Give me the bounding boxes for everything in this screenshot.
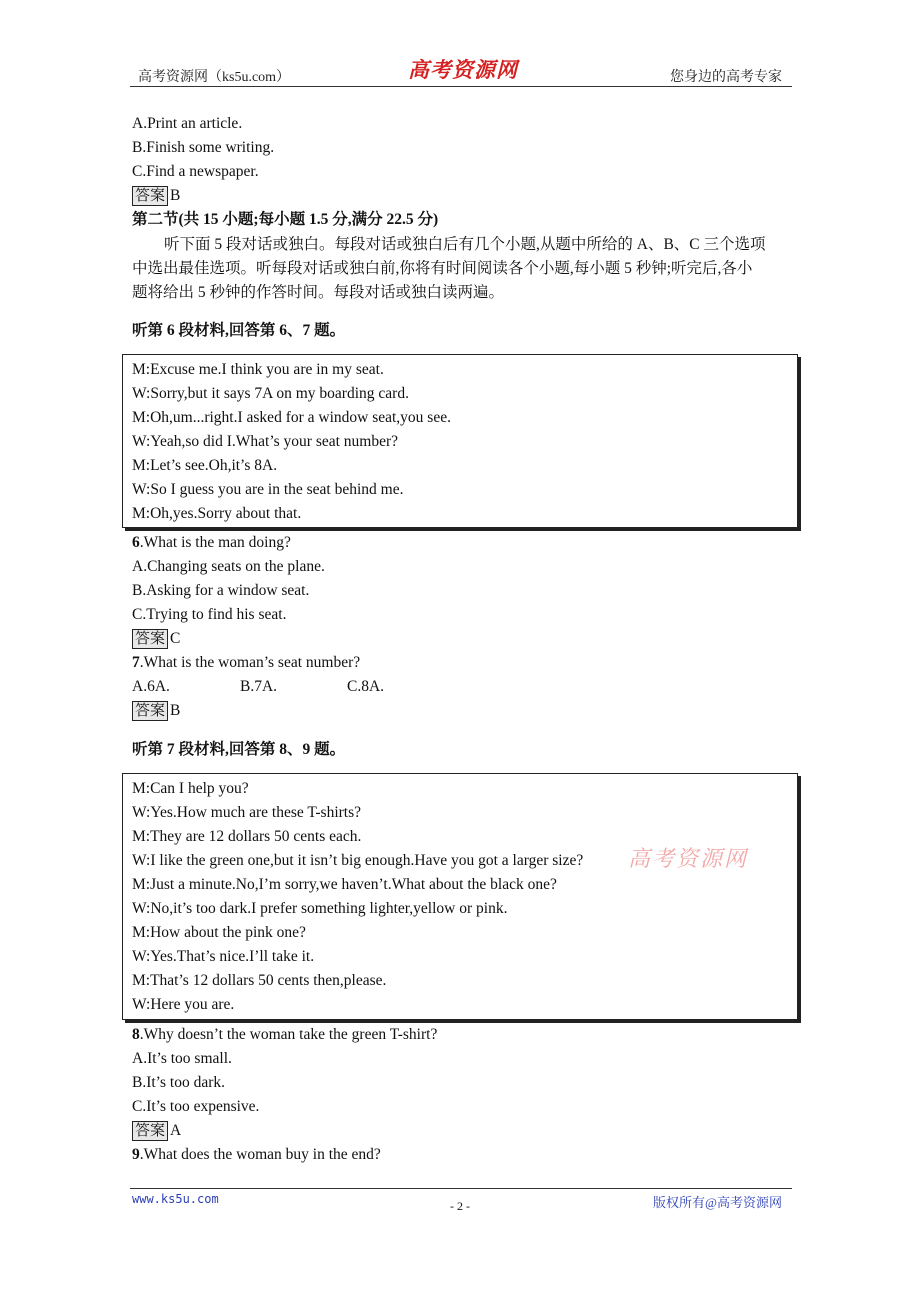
dialogue-line: M:Excuse me.I think you are in my seat. xyxy=(132,361,384,378)
q5-option-c: C.Find a newspaper. xyxy=(132,163,259,180)
q7-text: .What is the woman’s seat number? xyxy=(139,654,361,671)
q8-number: 8 xyxy=(132,1026,140,1043)
dialogue-line: M:That’s 12 dollars 50 cents then,please. xyxy=(132,972,387,989)
answer-badge[interactable]: 答案 xyxy=(132,701,168,721)
section-instructions-1: 听下面 5 段对话或独白。每段对话或独白后有几个小题,从题中所给的 A、B、C 三个选项 xyxy=(164,236,766,253)
q6-text: .What is the man doing? xyxy=(139,534,291,551)
answer-badge[interactable]: 答案 xyxy=(132,629,168,649)
q7-option-a: A.6A. xyxy=(132,678,170,695)
q6-number: 6 xyxy=(132,534,140,551)
material7-transcript-box xyxy=(122,773,798,1020)
answer-value: A xyxy=(170,1122,182,1139)
header-slogan: 您身边的高考专家 xyxy=(670,70,782,85)
footer-url-link[interactable]: www.ks5u.com xyxy=(132,1192,219,1206)
dialogue-line: W:Here you are. xyxy=(132,996,235,1013)
q7-option-b: B.7A. xyxy=(240,678,278,695)
q6-option-a: A.Changing seats on the plane. xyxy=(132,558,325,575)
footer-divider xyxy=(130,1188,792,1189)
q9-number: 9 xyxy=(132,1146,140,1163)
answer-badge[interactable]: 答案 xyxy=(132,186,168,206)
dialogue-line: W:Sorry,but it says 7A on my boarding card. xyxy=(132,385,409,402)
q6-answer xyxy=(132,629,180,649)
dialogue-line: M:Oh,yes.Sorry about that. xyxy=(132,505,302,522)
q7-number: 7 xyxy=(132,654,140,671)
section-instructions-3: 题将给出 5 秒钟的作答时间。每段对话或独白读两遍。 xyxy=(132,284,505,301)
q5-option-b: B.Finish some writing. xyxy=(132,139,275,156)
q8-text: .Why doesn’t the woman take the green T-shirt? xyxy=(139,1026,438,1043)
q8-answer xyxy=(132,1121,181,1141)
q7-answer xyxy=(132,701,180,721)
watermark: 高考资源网 xyxy=(628,847,749,872)
dialogue-line: M:How about the pink one? xyxy=(132,924,306,941)
q8-option-b: B.It’s too dark. xyxy=(132,1074,225,1091)
q5-answer xyxy=(132,186,180,206)
q8-option-a: A.It’s too small. xyxy=(132,1050,232,1067)
q8-option-c: C.It’s too expensive. xyxy=(132,1098,260,1115)
q8-question xyxy=(132,1025,437,1045)
dialogue-line: W:So I guess you are in the seat behind me. xyxy=(132,481,404,498)
header-logo: 高考资源网 xyxy=(408,57,518,82)
footer-copyright: 版权所有@高考资源网 xyxy=(653,1195,782,1210)
dialogue-line: W:No,it’s too dark.I prefer something lighter,yellow or pink. xyxy=(132,900,508,917)
dialogue-line: M:Just a minute.No,I’m sorry,we haven’t.What about the black one? xyxy=(132,876,557,893)
answer-value: B xyxy=(170,702,181,719)
page-number: - 2 - xyxy=(450,1199,470,1213)
q5-option-a: A.Print an article. xyxy=(132,115,243,132)
dialogue-line: M:Can I help you? xyxy=(132,780,249,797)
header-site-name: 高考资源网（ks5u.com） xyxy=(138,70,291,85)
q7-question xyxy=(132,653,360,673)
answer-badge[interactable]: 答案 xyxy=(132,1121,168,1141)
answer-value: B xyxy=(170,187,181,204)
q6-question xyxy=(132,533,291,553)
q7-option-c: C.8A. xyxy=(347,678,385,695)
dialogue-line: W:Yeah,so did I.What’s your seat number? xyxy=(132,433,399,450)
q9-text: .What does the woman buy in the end? xyxy=(139,1146,381,1163)
answer-value: C xyxy=(170,630,181,647)
q6-option-c: C.Trying to find his seat. xyxy=(132,606,287,623)
material7-heading: 听第 7 段材料,回答第 8、9 题。 xyxy=(132,741,346,758)
material6-transcript-box xyxy=(122,354,798,528)
dialogue-line: W:Yes.That’s nice.I’ll take it. xyxy=(132,948,315,965)
section-title: 第二节(共 15 小题;每小题 1.5 分,满分 22.5 分) xyxy=(132,211,439,228)
dialogue-line: W:Yes.How much are these T-shirts? xyxy=(132,804,362,821)
header-divider xyxy=(130,86,792,87)
section-instructions-2: 中选出最佳选项。听每段对话或独白前,你将有时间阅读各个小题,每小题 5 秒钟;听完后,各小 xyxy=(132,260,753,277)
dialogue-line: M:They are 12 dollars 50 cents each. xyxy=(132,828,362,845)
dialogue-line: W:I like the green one,but it isn’t big enough.Have you got a larger size? xyxy=(132,852,584,869)
q6-option-b: B.Asking for a window seat. xyxy=(132,582,310,599)
material6-heading: 听第 6 段材料,回答第 6、7 题。 xyxy=(132,322,346,339)
dialogue-line: M:Let’s see.Oh,it’s 8A. xyxy=(132,457,278,474)
dialogue-line: M:Oh,um...right.I asked for a window seat,you see. xyxy=(132,409,451,426)
q9-question xyxy=(132,1145,381,1165)
